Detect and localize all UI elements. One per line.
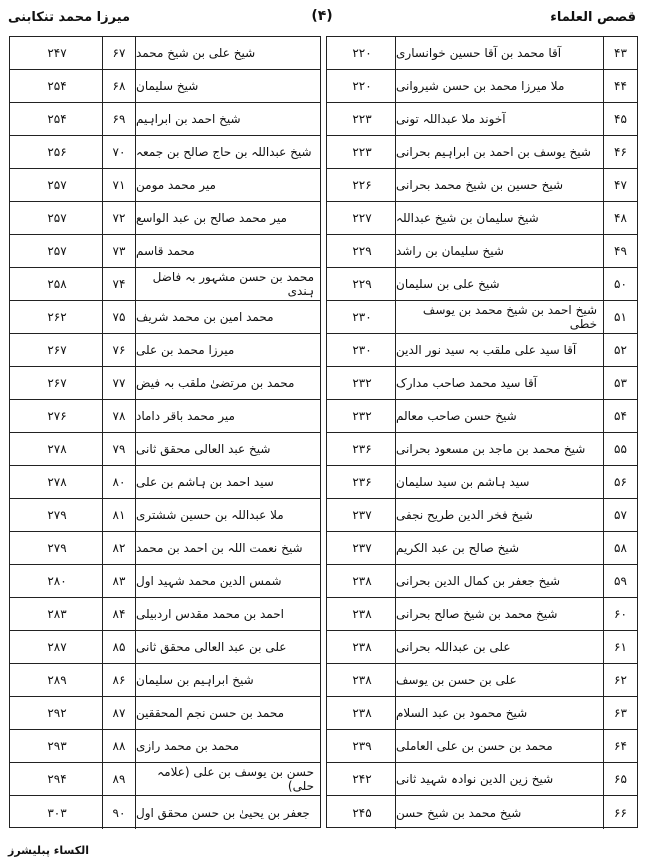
table-row [10,103,320,136]
entry-number: ۷۵ [102,301,136,333]
scholar-name: شیخ صالح بن عبد الکریم [395,532,603,564]
table-row [10,268,320,301]
page-reference: ۲۷۹ [47,541,67,555]
page-reference: ۲۵۴ [47,112,67,126]
scholar-name: محمد بن محمد رازی [136,739,240,753]
table-row [10,334,320,367]
index-table-right [326,36,638,828]
scholar-name: آقا سید علی ملقب بہ سید نور الدین [395,334,603,366]
table-row [10,235,320,268]
page-reference: ۲۲۳ [352,112,372,126]
table-row [10,598,320,631]
page-number: (۴) [311,8,333,24]
page-reference: ۲۸۷ [47,640,67,654]
entry-number: ۷۶ [102,334,136,366]
table-row [327,631,637,664]
scholar-name: میر محمد باقر داماد [136,409,235,423]
scholar-name: شیخ محمد بن شیخ حسن [395,796,603,829]
index-table-left [9,36,321,828]
table-row [10,631,320,664]
scholar-name: سید احمد بن ہاشم بن علی [136,475,274,489]
entry-number: ۷۳ [102,235,136,267]
page-reference: ۲۸۹ [47,673,67,687]
entry-number: ۴۸ [603,202,637,234]
page-reference: ۲۲۷ [352,211,372,225]
entry-number: ۵۰ [603,268,637,300]
page-reference: ۲۵۴ [47,79,67,93]
page-reference: ۲۲۹ [352,277,372,291]
table-row [10,565,320,598]
scholar-name: شیخ زین الدین نوادہ شہید ثانی [395,763,603,795]
page-reference: ۲۶۷ [47,343,67,357]
scholar-name: آقا سید محمد صاحب مدارک [395,367,603,399]
entry-number: ۹۰ [102,796,136,829]
page-reference: ۲۳۸ [352,607,372,621]
table-row [327,301,637,334]
scholar-name: شیخ جعفر بن کمال الدین بحرانی [395,565,603,597]
table-row [327,235,637,268]
table-row [327,664,637,697]
scholar-name: محمد بن حسن نجم المحققین [136,706,285,720]
scholar-name: حسن بن یوسف بن علی (علامہ حلی) [157,765,314,793]
scholar-name: علی بن عبد العالی محقق ثانی [136,640,287,654]
book-title: قصص العلماء [550,10,636,25]
entry-number: ۶۲ [603,664,637,696]
entry-number: ۶۷ [102,37,136,69]
page-reference: ۲۳۸ [352,706,372,720]
scholar-name: میرزا محمد بن علی [136,343,235,357]
scholar-name: شیخ سلیمان [136,79,199,93]
entry-number: ۶۶ [603,796,637,829]
page-reference: ۲۲۹ [352,244,372,258]
table-row [10,169,320,202]
table-row [327,37,637,70]
entry-number: ۵۵ [603,433,637,465]
page-reference: ۲۵۷ [47,211,67,225]
entry-number: ۶۵ [603,763,637,795]
table-row [327,697,637,730]
entry-number: ۴۳ [603,37,637,69]
entry-number: ۴۵ [603,103,637,135]
entry-number: ۵۸ [603,532,637,564]
entry-number: ۶۸ [102,70,136,102]
table-row [327,169,637,202]
scholar-name: شیخ سلیمان بن شیخ عبداللہ [395,202,603,234]
page-reference: ۲۷۸ [47,475,67,489]
scholar-name: شیخ عبداللہ بن حاج صالح بن جمعہ [136,145,312,159]
publisher-footer: الکساء پبلیشرز [8,844,90,857]
page-reference: ۲۷۶ [47,409,67,423]
page-reference: ۲۸۰ [47,574,67,588]
table-row [327,367,637,400]
page-reference: ۲۳۷ [352,508,372,522]
table-row [10,499,320,532]
table-row [10,400,320,433]
scholar-name: شیخ عبد العالی محقق ثانی [136,442,271,456]
entry-number: ۵۶ [603,466,637,498]
scholar-name: شیخ علی بن شیخ محمد [136,46,256,60]
entry-number: ۸۰ [102,466,136,498]
scholar-name: شیخ ابراہیم بن سلیمان [136,673,254,687]
page-reference: ۲۲۳ [352,145,372,159]
scholar-name: ملا عبداللہ بن حسین ششتری [136,508,284,522]
entry-number: ۶۹ [102,103,136,135]
table-row [10,136,320,169]
page-reference: ۲۴۵ [352,805,372,820]
scholar-name: شیخ علی بن سلیمان [395,268,603,300]
page-reference: ۲۹۳ [47,739,67,753]
entry-number: ۸۳ [102,565,136,597]
scholar-name: میر محمد صالح بن عبد الواسع [136,211,287,225]
entry-number: ۸۱ [102,499,136,531]
entry-number: ۶۰ [603,598,637,630]
scholar-name: احمد بن محمد مقدس اردبیلی [136,607,284,621]
table-row [327,763,637,796]
table-row [10,367,320,400]
page-reference: ۲۷۸ [47,442,67,456]
scholar-name: سید ہاشم بن سید سلیمان [395,466,603,498]
table-row [327,334,637,367]
entry-number: ۸۴ [102,598,136,630]
scholar-name: محمد امین بن محمد شریف [136,310,274,324]
scholar-name: میر محمد مومن [136,178,216,192]
table-row [10,202,320,235]
entry-number: ۴۶ [603,136,637,168]
table-row [327,268,637,301]
page-reference: ۲۳۸ [352,574,372,588]
table-row [327,70,637,103]
page-reference: ۲۳۲ [352,376,372,390]
page-reference: ۲۳۸ [352,673,372,687]
entry-number: ۵۱ [603,301,637,333]
table-row [10,796,320,829]
page-reference: ۲۲۶ [352,178,372,192]
scholar-name: جعفر بن یحییٰ بن حسن محقق اول [136,805,310,820]
table-row [327,103,637,136]
page-reference: ۲۹۴ [47,772,67,786]
page-reference: ۲۳۰ [352,310,372,324]
table-row [10,532,320,565]
table-row [10,697,320,730]
table-row [327,796,637,829]
author-name: میرزا محمد تنکابنی [8,10,131,25]
page-reference: ۲۶۲ [47,310,67,324]
page-reference: ۲۵۸ [47,277,67,291]
page-reference: ۲۲۰ [352,79,372,93]
scholar-name: محمد قاسم [136,244,195,258]
page-reference: ۳۰۳ [47,805,67,820]
table-row [327,565,637,598]
table-row [327,202,637,235]
entry-number: ۸۹ [102,763,136,795]
entry-number: ۸۶ [102,664,136,696]
entry-number: ۸۸ [102,730,136,762]
scholar-name: شیخ نعمت اللہ بن احمد بن محمد [136,541,303,555]
page-reference: ۲۳۶ [352,475,372,489]
page-reference: ۲۷۹ [47,508,67,522]
entry-number: ۷۹ [102,433,136,465]
table-row [10,730,320,763]
entry-number: ۶۱ [603,631,637,663]
entry-number: ۵۷ [603,499,637,531]
scholar-name: شیخ حسن صاحب معالم [395,400,603,432]
page-reference: ۲۲۰ [352,46,372,60]
entry-number: ۷۰ [102,136,136,168]
scholar-name: شمس الدین محمد شہید اول [136,574,282,588]
page-reference: ۲۹۲ [47,706,67,720]
scholar-name: شیخ فخر الدین طریح نجفی [395,499,603,531]
scholar-name: شیخ محمد بن ماجد بن مسعود بحرانی [395,433,603,465]
table-row [10,301,320,334]
scholar-name: محمد بن مرتضیٰ ملقب بہ فیض [136,376,295,390]
page-header [8,8,636,32]
entry-number: ۴۷ [603,169,637,201]
table-row [327,598,637,631]
scholar-name: شیخ احمد بن شیخ محمد بن یوسف خطی [395,301,603,333]
entry-number: ۸۲ [102,532,136,564]
table-row [327,400,637,433]
entry-number: ۶۴ [603,730,637,762]
page-reference: ۲۵۶ [47,145,67,159]
entry-number: ۸۵ [102,631,136,663]
table-row [10,70,320,103]
entry-number: ۴۹ [603,235,637,267]
scholar-name: آقا محمد بن آقا حسین خوانساری [395,37,603,69]
entry-number: ۵۹ [603,565,637,597]
entry-number: ۴۴ [603,70,637,102]
entry-number: ۶۳ [603,697,637,729]
scholar-name: شیخ محمود بن عبد السلام [395,697,603,729]
table-row [327,532,637,565]
page-reference: ۲۸۳ [47,607,67,621]
scholar-name: علی بن حسن بن یوسف [395,664,603,696]
entry-number: ۵۲ [603,334,637,366]
scholar-name: شیخ احمد بن ابراہیم [136,112,241,126]
page-reference: ۲۳۶ [352,442,372,456]
entry-number: ۸۷ [102,697,136,729]
entry-number: ۷۲ [102,202,136,234]
page-reference: ۲۳۲ [352,409,372,423]
entry-number: ۵۴ [603,400,637,432]
page-reference: ۲۳۸ [352,640,372,654]
table-row [327,136,637,169]
entry-number: ۷۴ [102,268,136,300]
scholar-name: ملا میرزا محمد بن حسن شیروانی [395,70,603,102]
scholar-name: محمد بن حسن بن علی العاملی [395,730,603,762]
entry-number: ۷۸ [102,400,136,432]
page-reference: ۲۴۲ [352,772,372,786]
page-reference: ۲۳۹ [352,739,372,753]
page-reference: ۲۳۷ [352,541,372,555]
entry-number: ۷۱ [102,169,136,201]
scholar-name: محمد بن حسن مشہور بہ فاضل ہندی [152,270,314,298]
scholar-name: شیخ یوسف بن احمد بن ابراہیم بحرانی [395,136,603,168]
table-row [327,499,637,532]
scholar-name: آخوند ملا عبداللہ تونی [395,103,603,135]
entry-number: ۷۷ [102,367,136,399]
table-row [10,37,320,70]
scholar-name: شیخ محمد بن شیخ صالح بحرانی [395,598,603,630]
table-row [327,466,637,499]
page-reference: ۲۴۷ [47,46,67,60]
table-row [327,433,637,466]
table-row [10,763,320,796]
entry-number: ۵۳ [603,367,637,399]
page-reference: ۲۵۷ [47,178,67,192]
scholar-name: شیخ حسین بن شیخ محمد بحرانی [395,169,603,201]
table-row [10,433,320,466]
table-row [327,730,637,763]
scholar-name: شیخ سلیمان بن راشد [395,235,603,267]
page-reference: ۲۵۷ [47,244,67,258]
table-row [10,664,320,697]
scholar-name: علی بن عبداللہ بحرانی [395,631,603,663]
page-reference: ۲۶۷ [47,376,67,390]
page-reference: ۲۳۰ [352,343,372,357]
table-row [10,466,320,499]
